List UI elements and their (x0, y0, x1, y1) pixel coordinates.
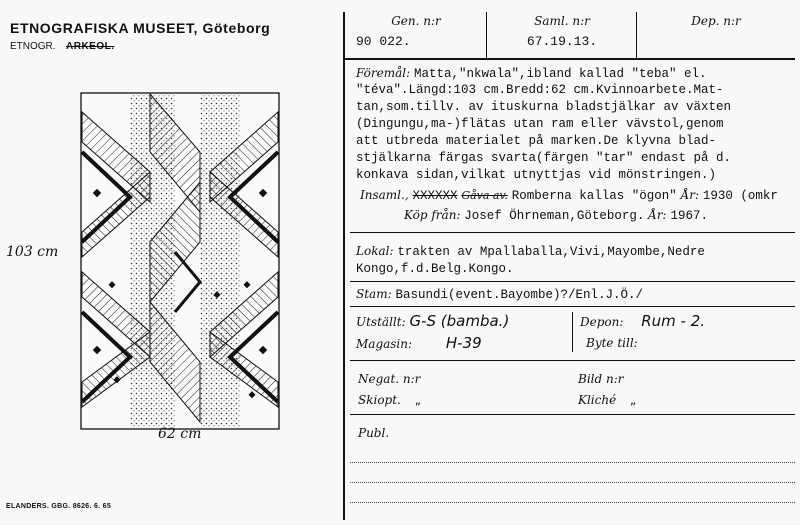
kop-value: Josef Öhrneman,Göteborg. (464, 209, 645, 223)
kop-row (404, 208, 708, 223)
struck-arkeol: ARKEOL. (66, 41, 115, 52)
foremal-line-2: tan,som.tillv. av ituskurna bladstjälkar av växten (356, 100, 732, 114)
utstallt-row (356, 312, 509, 330)
rule-after-lokal (350, 281, 795, 282)
height-note: 103 cm (6, 244, 59, 260)
saml-nr-label: Saml. n:r (534, 14, 590, 28)
negat-label: Negat. n:r (358, 372, 421, 386)
insaml-row (360, 188, 778, 203)
lokal-row (356, 244, 705, 259)
cliche-label: Kliché (578, 393, 617, 407)
publ-dotted-line-2 (350, 482, 795, 483)
magasin-value: H-39 (445, 334, 482, 352)
foremal-text: Matta,"nkwala",ibland kallad "teba" el. (413, 67, 707, 81)
lokal-line1: trakten av Mpallaballa,Vivi,Mayombe,Nedre (397, 245, 705, 259)
width-note: 62 cm (158, 426, 202, 442)
skiopt-row (358, 393, 421, 407)
museum-title: ETNOGRAFISKA MUSEET, Göteborg (10, 20, 271, 36)
insaml-ar-value: 1930 (omkr (702, 189, 778, 203)
foremal-line-5: stjälkarna färgas svarta(färgen "tar" endast på d. (356, 151, 732, 165)
depon-row (580, 312, 705, 330)
magasin-row (356, 334, 482, 352)
depon-value: Rum - 2. (641, 312, 706, 330)
rule-after-kop (350, 232, 795, 233)
lokal-label: Lokal: (356, 244, 394, 258)
kop-ar-value: 1967. (670, 209, 708, 223)
insaml-ar-label: År: (680, 188, 700, 202)
foremal-line-6: konkava sidan,vilkat utnyttjas vid mönstringen.) (356, 168, 717, 182)
rule-after-stam (350, 306, 795, 307)
insaml-label: Insaml., (360, 188, 409, 202)
printer-footer: ELANDERS. GBG. 8626. 6. 65 (6, 503, 112, 510)
foremal-line-0 (356, 66, 707, 81)
magasin-label: Magasin: (356, 337, 413, 351)
etnogr-label: ETNOGR. (10, 41, 56, 52)
stam-value: Basundi(event.Bayombe)?/Enl.J.Ö./ (395, 288, 643, 302)
skiopt-label: Skiopt. (358, 393, 401, 407)
depon-label: Depon: (580, 315, 624, 329)
publ-label: Publ. (358, 426, 390, 440)
mat-sketch (80, 92, 280, 432)
rule-after-skiopt (350, 414, 795, 415)
publ-dotted-line-3 (350, 502, 795, 503)
skiopt-ditto: „ (414, 393, 421, 407)
byte-row (586, 336, 638, 350)
gen-nr-label: Gen. n:r (391, 14, 441, 28)
gava-label: Gåva av. (461, 189, 508, 202)
kop-label: Köp från: (404, 208, 461, 222)
insaml-text: Romberna kallas "ögon" (511, 189, 677, 203)
card-divider (343, 12, 345, 520)
utstallt-divider (572, 312, 573, 352)
rule-after-magasin (350, 360, 795, 361)
foremal-line-3: (Dingungu,ma-)flätas utan ram eller vävstol,genom (356, 117, 724, 131)
byte-label: Byte till: (586, 336, 638, 350)
dep-nr-cell (638, 12, 794, 58)
gen-nr-value: 90 022. (356, 34, 411, 49)
insaml-struck: XXXXXX (412, 189, 458, 203)
stam-label: Stam: (356, 287, 392, 301)
utstallt-value: G-S (bamba.) (409, 312, 510, 330)
kop-ar-label: År: (648, 208, 667, 222)
foremal-label: Föremål: (356, 66, 411, 80)
foremal-line-4: att utbreda materialet på marken.De klyvna blad- (356, 134, 717, 148)
dep-nr-label: Dep. n:r (691, 14, 741, 28)
saml-nr-value: 67.19.13. (526, 34, 598, 49)
foremal-line-1: "téva".Längd:103 cm.Bredd:62 cm.Kvinnoarbete.Mat- (356, 83, 724, 97)
publ-dotted-line-1 (350, 462, 795, 463)
utstallt-label: Utställt: (356, 315, 406, 329)
cliche-row (578, 393, 636, 407)
gen-nr-cell (346, 12, 487, 58)
cliche-ditto: „ (630, 393, 637, 407)
lokal-line2: Kongo,f.d.Belg.Kongo. (356, 262, 514, 276)
saml-nr-cell (488, 12, 637, 58)
bild-label: Bild n:r (578, 372, 624, 386)
stam-row (356, 287, 643, 302)
header-rule (345, 58, 795, 60)
